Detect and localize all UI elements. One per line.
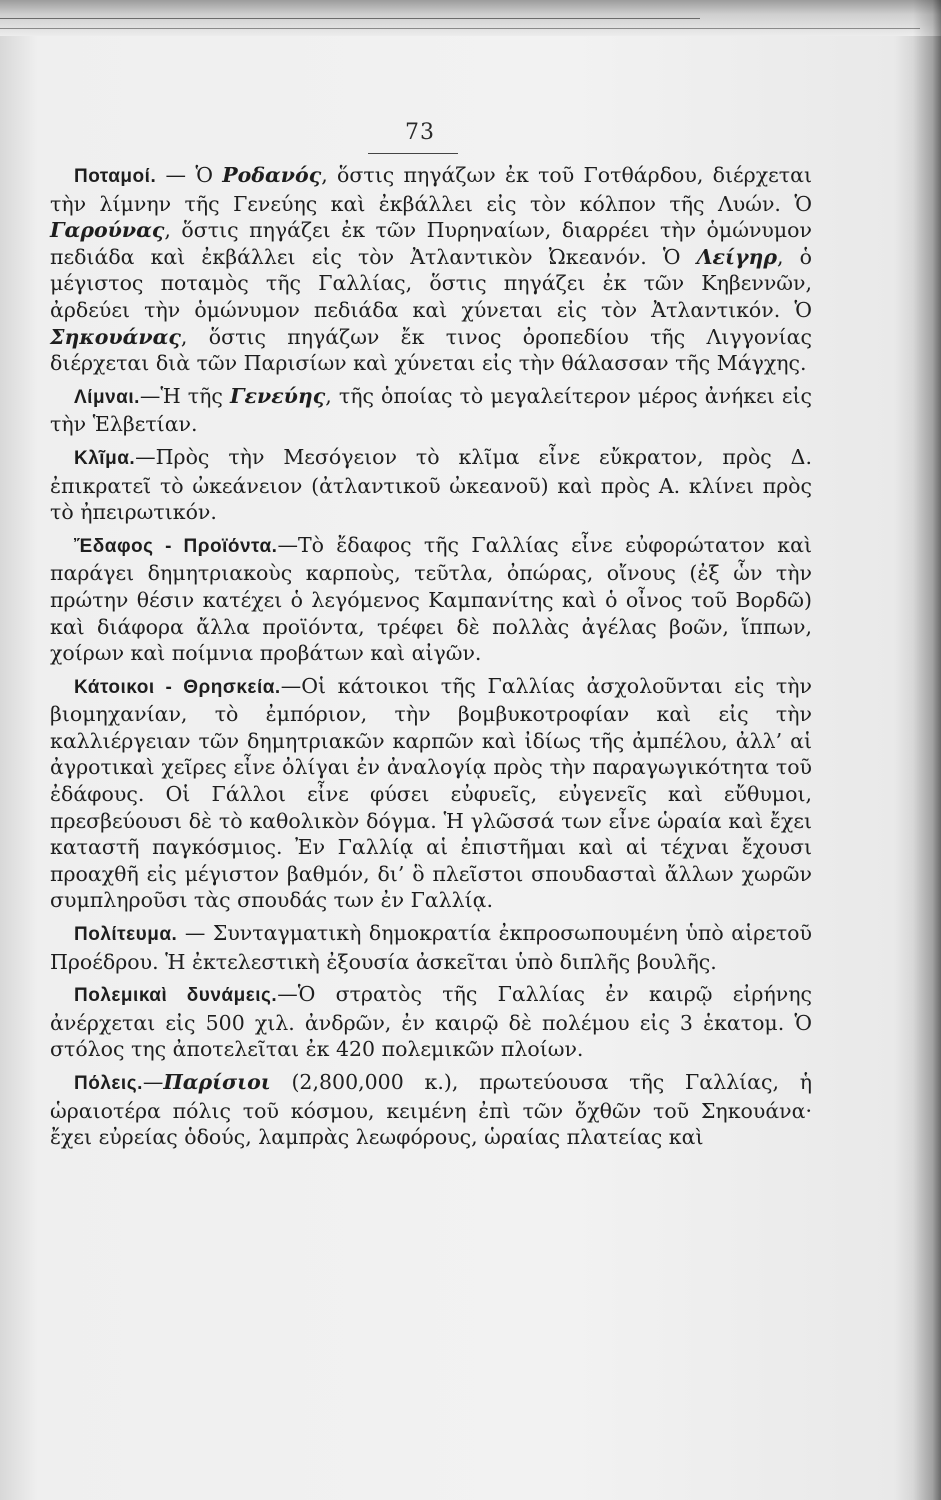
heading-lakes: Λίμναι. — [74, 386, 140, 408]
city-paris: Παρίσιοι — [163, 1070, 271, 1094]
page-number: 73 — [405, 120, 435, 145]
heading-climate: Κλῖμα. — [74, 447, 136, 469]
section-climate: Κλῖμα.—Πρὸς τὴν Μεσόγειον τὸ κλῖμα εἶνε εὔκρατον, πρὸς Δ. ἐπικρατεῖ τὸ ὠκεάνειον (ἀτλαντικοῦ ὠκεανοῦ) καὶ πρὸς Α. κλίνει πρὸς τὸ ἠπειρωτικόν. — [50, 444, 812, 525]
edge-line — [0, 18, 700, 19]
section-government: Πολίτευμα. — Συνταγματικὴ δημοκρατία ἐκπροσωπουμένη ὑπὸ αἱρετοῦ Προέδρου. Ἡ ἐκτελεστικὴ ἐξουσία ἀσκεῖται ὑπὸ διπλῆς βουλῆς. — [50, 921, 812, 974]
heading-inhabitants-religion: Κάτοικοι - Θρησκεία. — [74, 676, 281, 698]
lake-geneva: Γενεύης — [229, 383, 326, 408]
body-text — [50, 162, 812, 1151]
river-rhone: Ροδανός — [222, 163, 322, 187]
page-number-rule — [368, 153, 458, 154]
heading-military: Πολεμικαὶ δυνάμεις. — [74, 985, 278, 1007]
heading-cities: Πόλεις. — [74, 1073, 143, 1094]
section-lakes: Λίμναι.—Ἡ τῆς Γενεύης, τῆς ὁποίας τὸ μεγαλείτερον μέρος ἀνήκει εἰς τὴν Ἑλβετίαν. — [50, 383, 812, 437]
heading-government: Πολίτευμα. — [74, 924, 178, 946]
river-seine: Σηκουάνας — [50, 324, 181, 349]
section-cities: Πόλεις.—Παρίσιοι (2,800,000 κ.), πρωτεύουσα τῆς Γαλλίας, ἡ ὡραιοτέρα πόλις τοῦ κόσμου, κειμένη ἐπὶ τῶν ὄχθῶν τοῦ Σηκουάνα· ἔχει εὐρείας ὁδούς, λαμπρὰς λεωφόρους, ὡραίας πλατείας καὶ — [50, 1070, 812, 1150]
section-military: Πολεμικαὶ δυνάμεις.—Ὁ στρατὸς τῆς Γαλλίας ἐν καιρῷ εἰρήνης ἀνέρχεται εἰς 500 χιλ. ἀνδρῶν, ἐν καιρῷ δὲ πολέμου εἰς 3 ἑκατομ. Ὁ στόλος της ἀποτελεῖται ἐκ 420 πολεμικῶν πλοίων. — [50, 982, 812, 1062]
river-loire: Λείγηρ — [696, 244, 778, 269]
section-rivers: Ποταμοί. — Ὁ Ροδανός, ὅστις πηγάζων ἐκ τοῦ Γοτθάρδου, διέρχεται τὴν λίμνην τῆς Γενεύης καὶ ἐκβάλλει εἰς τὸν κόλπον τῆς Λυών. Ὁ Γαρούνας, ὅστις πηγάζει ἐκ τῶν Πυρηναίων, διαρρέει τὴν ὁμώνυμον πεδιάδα καὶ ἐκβάλλει εἰς τὸν Ἀτλαντικὸν Ὠκεανόν. Ὁ Λείγηρ, ὁ μέγιστος ποταμὸς τῆς Γαλλίας, ὅστις πηγάζει ἐκ τῶν Κηβεννῶν, ἀρδεύει τὴν ὁμώνυμον πεδιάδα καὶ χύνεται εἰς τὸν Ἀτλαντικόν. Ὁ Σηκουάνας, ὅστις πηγάζων ἔκ τινος ὀροπεδίου τῆς Λιγγονίας διέρχεται διὰ τῶν Παρισίων καὶ χύνεται εἰς τὴν θάλασσαν τῆς Μάγχης. — [50, 163, 812, 376]
river-garonne: Γαρούνας — [50, 218, 165, 243]
page-right-shadow — [913, 0, 941, 1500]
heading-soil-products: Ἔδαφος - Προϊόντα. — [74, 535, 278, 557]
section-soil-products: Ἔδαφος - Προϊόντα.—Τὸ ἔδαφος τῆς Γαλλίας εἶνε εὐφορώτατον καὶ παράγει δημητριακοὺς καρποὺς, τεῦτλα, ὀπώρας, οἴνους (ἐξ ὧν τὴν πρώτην θέσιν κατέχει ὁ λεγόμενος Καμπανίτης καὶ ὁ οἶνος τοῦ Βορδῶ) καὶ διάφορα ἄλλα προϊόντα, τρέφει δὲ πολλὰς ἀγέλας βοῶν, ἵππων, χοίρων καὶ ποίμνια προβάτων καὶ αἰγῶν. — [50, 532, 812, 666]
edge-line — [0, 28, 920, 29]
section-inhabitants-religion: Κάτοικοι - Θρησκεία.—Οἱ κάτοικοι τῆς Γαλλίας ἀσχολοῦνται εἰς τὴν βιομηχανίαν, τὸ ἐμπόριον, τὴν βομβυκοτροφίαν καὶ εἰς τὴν καλλιέργειαν τῶν δημητριακῶν καρπῶν καὶ ἰδίως τῆς ἀμπέλου, ἀλλ’ αἱ ἀγροτικαὶ χεῖρες εἶνε ὀλίγαι ἐν ἀναλογίᾳ πρὸς τὴν παραγωγικότητα τοῦ ἐδάφους. Οἱ Γάλλοι εἶνε φύσει εὐφυεῖς, εὐγενεῖς καὶ εὔθυμοι, πρεσβεύουσι δὲ τὸ καθολικὸν δόγμα. Ἡ γλῶσσά των εἶνε ὡραία καὶ ἔχει καταστῆ παγκόσμιος. Ἐν Γαλλίᾳ αἱ ἐπιστῆμαι καὶ αἱ τέχναι ἔχουσι προαχθῆ εἰς μέγιστον βαθμόν, δι’ ὃ πλεῖστοι σπουδασταὶ ἄλλων χωρῶν συμπληροῦσι τὰς σπουδάς των ἐν Γαλλίᾳ. — [50, 673, 812, 913]
heading-rivers: Ποταμοί. — [74, 166, 157, 187]
